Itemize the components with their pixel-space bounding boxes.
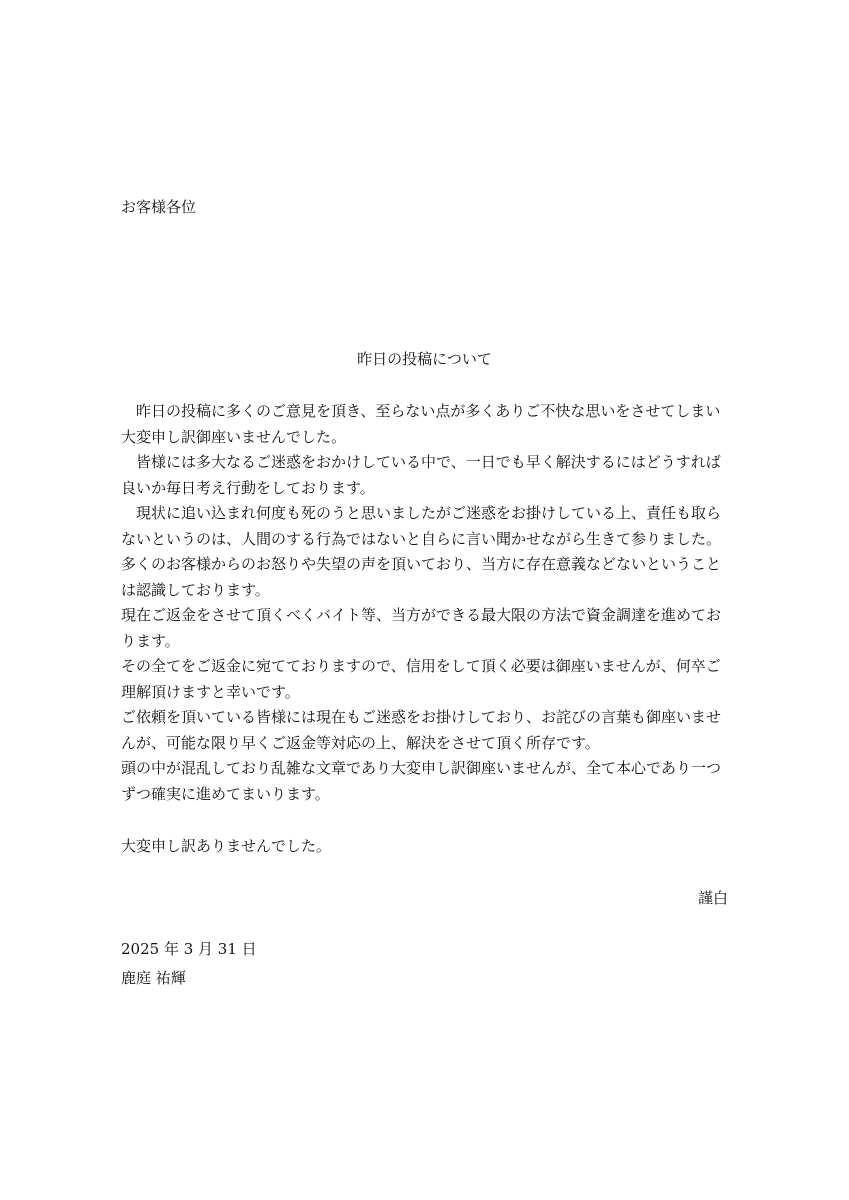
body-line: 理解頂けますと幸いです。 — [121, 682, 300, 701]
body-line: 皆様には多大なるご迷惑をおかけしている中で、一日でも早く解決するにはどうすれば — [121, 453, 721, 471]
body-line: 頭の中が混乱しており乱雑な文章であり大変申し訳御座いませんが、全て本心であり一つ — [121, 759, 722, 777]
body-line: ります。 — [121, 631, 180, 650]
body-line: ご依頼を頂いている皆様には現在もご迷惑をお掛けしており、お詫びの言葉も御座いませ — [121, 708, 722, 726]
body-line: 現在ご返金をさせて頂くべくバイト等、当方ができる最大限の方法で資金調達を進めてお — [121, 606, 722, 624]
body-line: 多くのお客様からのお怒りや失望の声を頂いており、当方に存在意義などないということ — [121, 555, 722, 573]
body-line: ないというのは、人間のする行為ではないと自らに言い聞かせながら生きて参りました。 — [121, 529, 722, 548]
body-line: その全てをご返金に宛てておりますので、信用をして頂く必要は御座いませんが、何卒ご — [121, 657, 721, 675]
body-line: んが、可能な限り早くご返金等対応の上、解決をさせて頂く所存です。 — [121, 733, 600, 752]
closing-apology: 大変申し訳ありませんでした。 — [121, 837, 332, 855]
letter-body — [121, 399, 733, 807]
salutation: お客様各位 — [121, 198, 197, 216]
document-title: 昨日の投稿について — [357, 350, 492, 368]
body-line: 昨日の投稿に多くのご意見を頂き、至らない点が多くありご不快な思いをさせてしまい — [121, 402, 721, 420]
body-line: 良いか毎日考え行動をしております。 — [121, 478, 375, 497]
author-name: 鹿庭 祐輝 — [121, 969, 186, 987]
sign-off: 謹白 — [697, 889, 728, 907]
body-line: ずつ確実に進めてまいります。 — [121, 784, 330, 803]
body-line: は認識しております。 — [121, 580, 270, 599]
body-line: 現状に追い込まれ何度も死のうと思いましたがご迷惑をお掛けしている上、責任も取ら — [121, 504, 722, 522]
body-line: 大変申し訳御座いませんでした。 — [121, 427, 347, 446]
letter-date: 2025 年 3 月 31 日 — [121, 940, 257, 958]
